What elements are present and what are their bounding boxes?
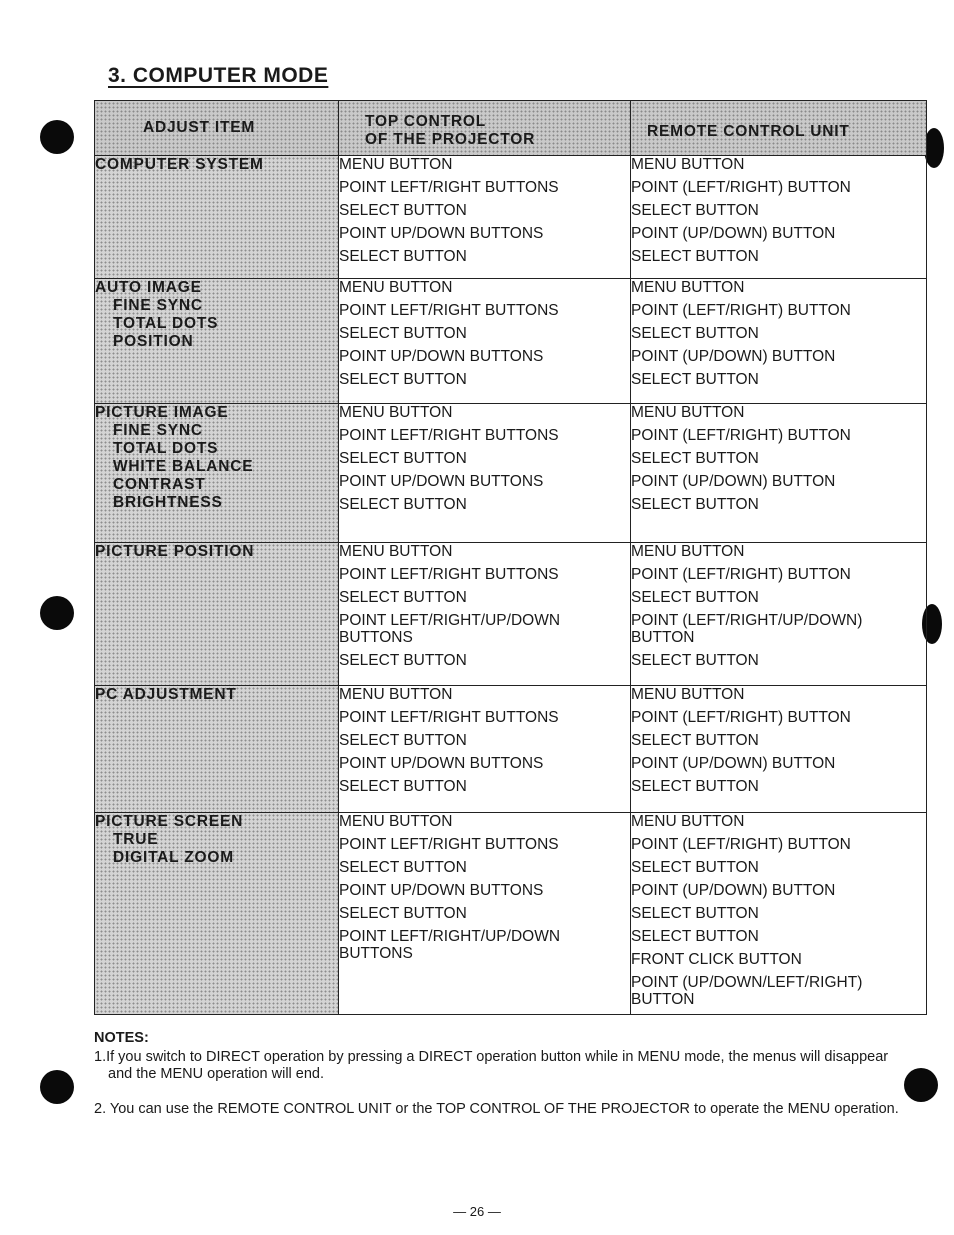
header-adjust-item-label: ADJUST ITEM (143, 119, 256, 136)
top-control-steps-cell (339, 404, 631, 543)
table-row (95, 279, 927, 404)
binder-hole-middle (40, 596, 74, 630)
top-control-steps-cell (339, 156, 631, 279)
step-text: MENU BUTTON (339, 543, 453, 560)
step-text: POINT (UP/DOWN) BUTTON (631, 473, 836, 490)
step-text: POINT LEFT/RIGHT BUTTONS (339, 427, 559, 444)
table-row (95, 686, 927, 813)
step-text: SELECT BUTTON (339, 325, 467, 342)
adjust-sub-item: CONTRAST (113, 476, 206, 493)
page-number: — 26 — (453, 1204, 501, 1219)
computer-mode-table (94, 100, 927, 1015)
step-text: MENU BUTTON (631, 279, 745, 296)
step-text: POINT LEFT/RIGHT/UP/DOWN BUTTONS (339, 612, 561, 646)
step-text: POINT (LEFT/RIGHT) BUTTON (631, 709, 851, 726)
top-control-steps-cell (339, 543, 631, 686)
step-text: POINT (LEFT/RIGHT) BUTTON (631, 566, 851, 583)
step-text: POINT UP/DOWN BUTTONS (339, 882, 544, 899)
step-text: SELECT BUTTON (631, 652, 759, 669)
step-text: MENU BUTTON (339, 279, 453, 296)
adjust-item-name: PICTURE POSITION (95, 543, 255, 560)
table-row (95, 404, 927, 543)
step-text: SELECT BUTTON (339, 371, 467, 388)
step-text: POINT UP/DOWN BUTTONS (339, 755, 544, 772)
step-text: POINT (LEFT/RIGHT) BUTTON (631, 836, 851, 853)
step-text: POINT UP/DOWN BUTTONS (339, 225, 544, 242)
top-control-steps-cell (339, 813, 631, 1015)
binder-hole-top (40, 120, 74, 154)
adjust-item-name: PC ADJUSTMENT (95, 686, 237, 703)
note-2: 2. You can use the REMOTE CONTROL UNIT or the TOP CONTROL OF THE PROJECTOR to operate the MENU operation. (94, 1101, 899, 1117)
adjust-item-name: AUTO IMAGE (95, 279, 202, 296)
adjust-item-cell (95, 543, 339, 686)
adjust-sub-item: BRIGHTNESS (113, 494, 223, 511)
step-text: POINT (UP/DOWN) BUTTON (631, 348, 836, 365)
notes-title: NOTES: (94, 1030, 149, 1046)
adjust-item-name: PICTURE SCREEN (95, 813, 244, 830)
adjust-sub-item: WHITE BALANCE (113, 458, 254, 475)
remote-control-steps-cell (631, 156, 927, 279)
adjust-item-name: COMPUTER SYSTEM (95, 156, 264, 173)
step-text: POINT UP/DOWN BUTTONS (339, 348, 544, 365)
adjust-item-cell (95, 404, 339, 543)
step-text: POINT (LEFT/RIGHT) BUTTON (631, 427, 851, 444)
step-text: MENU BUTTON (339, 156, 453, 173)
step-text: POINT (UP/DOWN/LEFT/RIGHT) BUTTON (631, 974, 863, 1008)
step-text: MENU BUTTON (631, 813, 745, 830)
adjust-sub-item: DIGITAL ZOOM (113, 849, 234, 866)
step-text: SELECT BUTTON (631, 905, 759, 922)
step-text: SELECT BUTTON (631, 496, 759, 513)
step-text: SELECT BUTTON (339, 496, 467, 513)
binder-hole-right-top (924, 128, 944, 168)
step-text: SELECT BUTTON (631, 589, 759, 606)
step-text: MENU BUTTON (631, 686, 745, 703)
adjust-item-cell (95, 279, 339, 404)
remote-control-steps-cell (631, 279, 927, 404)
step-text: SELECT BUTTON (339, 859, 467, 876)
header-remote-control (631, 101, 927, 156)
header-remote-control-label: REMOTE CONTROL UNIT (647, 123, 850, 140)
binder-hole-right-bottom (904, 1068, 938, 1102)
top-control-steps-cell (339, 686, 631, 813)
step-text: POINT LEFT/RIGHT BUTTONS (339, 566, 559, 583)
step-text: SELECT BUTTON (631, 325, 759, 342)
step-text: SELECT BUTTON (631, 859, 759, 876)
step-text: SELECT BUTTON (339, 778, 467, 795)
header-top-control-line2: OF THE PROJECTOR (365, 131, 536, 148)
step-text: MENU BUTTON (339, 686, 453, 703)
section-title: 3. COMPUTER MODE (108, 64, 329, 87)
step-text: POINT LEFT/RIGHT/UP/DOWN BUTTONS (339, 928, 561, 962)
notes-section (94, 1030, 906, 1118)
remote-control-steps-cell (631, 543, 927, 686)
table-row (95, 543, 927, 686)
adjust-sub-item: FINE SYNC (113, 297, 203, 314)
step-text: POINT LEFT/RIGHT BUTTONS (339, 302, 559, 319)
step-text: SELECT BUTTON (631, 732, 759, 749)
step-text: SELECT BUTTON (339, 202, 467, 219)
step-text: SELECT BUTTON (339, 589, 467, 606)
step-text: SELECT BUTTON (631, 928, 759, 945)
adjust-item-cell (95, 156, 339, 279)
step-text: SELECT BUTTON (631, 248, 759, 265)
step-text: SELECT BUTTON (631, 371, 759, 388)
header-top-control-line1: TOP CONTROL (365, 113, 487, 130)
step-text: POINT LEFT/RIGHT BUTTONS (339, 179, 559, 196)
step-text: POINT LEFT/RIGHT BUTTONS (339, 709, 559, 726)
step-text: POINT (LEFT/RIGHT) BUTTON (631, 302, 851, 319)
step-text: POINT LEFT/RIGHT BUTTONS (339, 836, 559, 853)
step-text: SELECT BUTTON (339, 450, 467, 467)
header-adjust-item (95, 101, 339, 156)
remote-control-steps-cell (631, 686, 927, 813)
adjust-sub-item: TOTAL DOTS (113, 440, 219, 457)
binder-hole-bottom (40, 1070, 74, 1104)
step-text: MENU BUTTON (631, 543, 745, 560)
step-text: FRONT CLICK BUTTON (631, 951, 802, 968)
step-text: POINT (UP/DOWN) BUTTON (631, 225, 836, 242)
step-text: POINT UP/DOWN BUTTONS (339, 473, 544, 490)
adjust-item-name: PICTURE IMAGE (95, 404, 229, 421)
step-text: MENU BUTTON (631, 404, 745, 421)
step-text: SELECT BUTTON (339, 732, 467, 749)
table-header-row (95, 101, 927, 156)
adjust-item-cell (95, 813, 339, 1015)
table-row (95, 813, 927, 1015)
remote-control-steps-cell (631, 813, 927, 1015)
step-text: MENU BUTTON (339, 813, 453, 830)
step-text: SELECT BUTTON (339, 248, 467, 265)
step-text: POINT (LEFT/RIGHT/UP/DOWN) BUTTON (631, 612, 863, 646)
remote-control-steps-cell (631, 404, 927, 543)
header-top-control (339, 101, 631, 156)
note-1: 1.If you switch to DIRECT operation by pressing a DIRECT operation button while in MENU mode, the menus will disappear and the MENU operation will end. (94, 1049, 889, 1082)
step-text: SELECT BUTTON (339, 905, 467, 922)
step-text: MENU BUTTON (339, 404, 453, 421)
adjust-sub-item: POSITION (113, 333, 194, 350)
step-text: POINT (UP/DOWN) BUTTON (631, 755, 836, 772)
step-text: SELECT BUTTON (631, 202, 759, 219)
step-text: POINT (UP/DOWN) BUTTON (631, 882, 836, 899)
step-text: SELECT BUTTON (631, 450, 759, 467)
adjust-sub-item: TRUE (113, 831, 159, 848)
step-text: SELECT BUTTON (339, 652, 467, 669)
step-text: SELECT BUTTON (631, 778, 759, 795)
adjust-item-cell (95, 686, 339, 813)
step-text: MENU BUTTON (631, 156, 745, 173)
step-text: POINT (LEFT/RIGHT) BUTTON (631, 179, 851, 196)
top-control-steps-cell (339, 279, 631, 404)
adjust-sub-item: FINE SYNC (113, 422, 203, 439)
adjust-sub-item: TOTAL DOTS (113, 315, 219, 332)
table-row (95, 156, 927, 279)
